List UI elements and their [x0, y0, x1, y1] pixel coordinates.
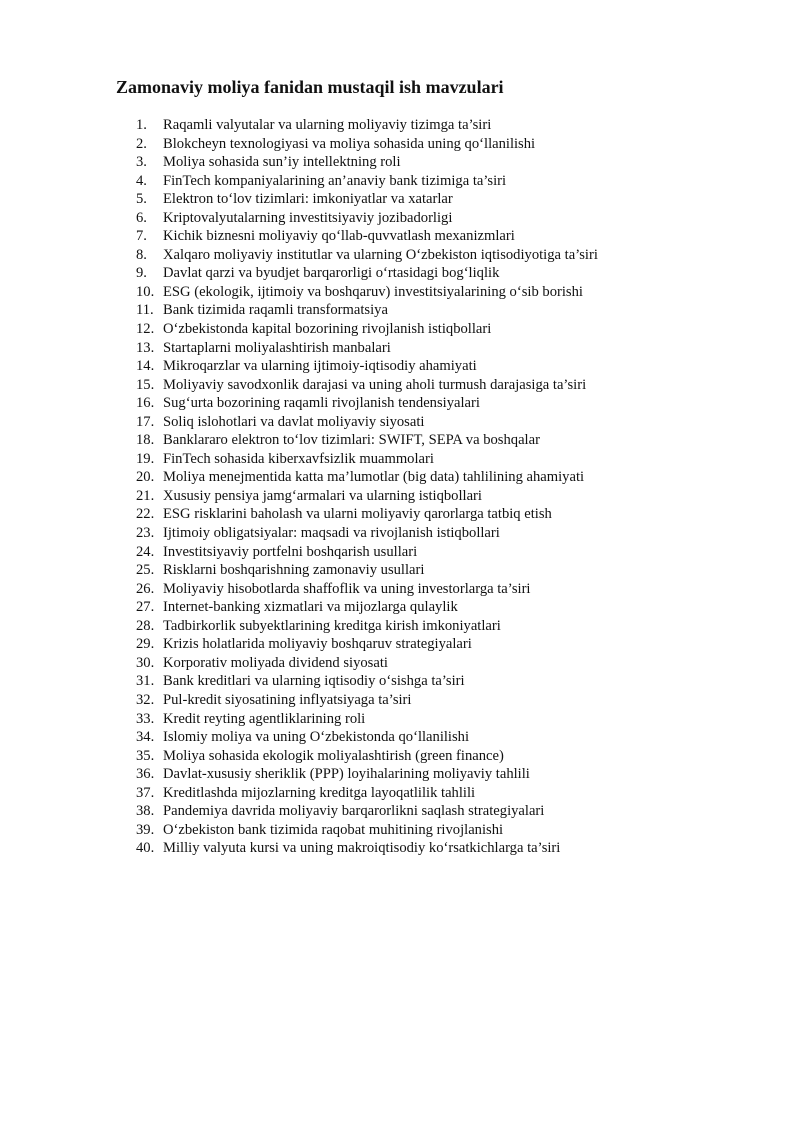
list-item-text: Soliq islohotlari va davlat moliyaviy siyosati — [163, 413, 425, 430]
list-item-number: 40. — [136, 840, 155, 857]
list-item-text: Moliya sohasida sun’iy intellektning roli — [163, 154, 401, 171]
list-item — [136, 357, 776, 376]
list-item — [136, 765, 776, 784]
list-item-number: 37. — [136, 784, 155, 801]
list-item — [136, 135, 776, 154]
list-item-number: 38. — [136, 803, 155, 820]
list-item-number: 17. — [136, 413, 155, 430]
list-item-text: Internet-banking xizmatlari va mijozlarga qulaylik — [163, 599, 458, 616]
list-item-text: Bank tizimida raqamli transformatsiya — [163, 302, 388, 319]
list-item-text: Pandemiya davrida moliyaviy barqarorlikni saqlash strategiyalari — [163, 803, 545, 820]
list-item-number: 13. — [136, 339, 155, 356]
list-item-number: 3. — [136, 154, 147, 171]
list-item-text: Xususiy pensiya jamg‘armalari va ularning istiqbollari — [163, 487, 482, 504]
list-item-number: 18. — [136, 432, 155, 449]
list-item — [136, 283, 776, 302]
list-item-text: Kredit reyting agentliklarining roli — [163, 710, 366, 727]
list-item-number: 31. — [136, 673, 155, 690]
list-item-number: 25. — [136, 562, 155, 579]
list-item — [136, 431, 776, 450]
list-item-text: Milliy valyuta kursi va uning makroiqtisodiy ko‘rsatkichlarga ta’siri — [163, 840, 561, 857]
list-item-text: ESG risklarini baholash va ularni moliyaviy qarorlarga tatbiq etish — [163, 506, 552, 523]
list-item-text: Banklararo elektron to‘lov tizimlari: SWIFT, SEPA va boshqalar — [163, 432, 540, 449]
list-item-text: Kichik biznesni moliyaviy qo‘llab-quvvatlash mexanizmlari — [163, 228, 515, 245]
list-item-text: Moliyaviy savodxonlik darajasi va uning aholi turmush darajasiga ta’siri — [163, 376, 587, 393]
list-item-text: Startaplarni moliyalashtirish manbalari — [163, 339, 391, 356]
list-item — [136, 394, 776, 413]
list-item-number: 8. — [136, 246, 147, 263]
list-item — [136, 339, 776, 358]
list-item-text: Islomiy moliya va uning O‘zbekistonda qo‘llanilishi — [163, 729, 470, 746]
list-item-number: 7. — [136, 228, 147, 245]
list-item-text: Bank kreditlari va ularning iqtisodiy o‘sishga ta’siri — [163, 673, 465, 690]
list-item — [136, 543, 776, 562]
list-item-number: 39. — [136, 821, 155, 838]
list-item — [136, 524, 776, 543]
list-item — [136, 580, 776, 599]
list-item — [136, 710, 776, 729]
list-item — [136, 413, 776, 432]
list-item-text: Moliya sohasida ekologik moliyalashtirish (green finance) — [163, 747, 504, 764]
list-item — [136, 301, 776, 320]
list-item — [136, 153, 776, 172]
list-item-text: ESG (ekologik, ijtimoiy va boshqaruv) investitsiyalarining o‘sib borishi — [163, 283, 583, 300]
list-item-number: 2. — [136, 135, 147, 152]
list-item-text: Davlat-xususiy sheriklik (PPP) loyihalarining moliyaviy tahlili — [163, 766, 530, 783]
list-item — [136, 747, 776, 766]
list-item-number: 10. — [136, 283, 155, 300]
list-item-text: Kreditlashda mijozlarning kreditga layoqatlilik tahlili — [163, 784, 476, 801]
list-item-text: Krizis holatlarida moliyaviy boshqaruv strategiyalari — [163, 636, 472, 653]
list-item-number: 29. — [136, 636, 155, 653]
list-item-text: Investitsiyaviy portfelni boshqarish usullari — [163, 543, 418, 560]
list-item-number: 26. — [136, 580, 155, 597]
list-item-text: Korporativ moliyada dividend siyosati — [163, 654, 388, 671]
list-item-text: Tadbirkorlik subyektlarining kreditga kirish imkoniyatlari — [163, 617, 501, 634]
list-item — [136, 246, 776, 265]
list-item-text: Pul-kredit siyosatining inflyatsiyaga ta’siri — [163, 691, 412, 708]
list-item-text: Raqamli valyutalar va ularning moliyaviy tizimga ta’siri — [163, 117, 492, 133]
list-item-number: 28. — [136, 617, 155, 634]
list-item-number: 24. — [136, 543, 155, 560]
list-item — [136, 691, 776, 710]
list-item-number: 33. — [136, 710, 155, 727]
list-item — [136, 598, 776, 617]
list-item-text: Xalqaro moliyaviy institutlar va ularning O‘zbekiston iqtisodiyotiga ta’siri — [163, 246, 598, 263]
list-item-number: 19. — [136, 450, 155, 467]
list-item-number: 12. — [136, 321, 155, 338]
list-item-number: 36. — [136, 766, 155, 783]
list-item-text: O‘zbekistonda kapital bozorining rivojlanish istiqbollari — [163, 321, 492, 338]
list-item-text: Risklarni boshqarishning zamonaviy usullari — [163, 562, 425, 579]
list-item — [136, 654, 776, 673]
list-item — [136, 172, 776, 191]
list-item — [136, 728, 776, 747]
list-item — [136, 209, 776, 228]
list-item-number: 11. — [136, 302, 154, 319]
list-item-number: 35. — [136, 747, 155, 764]
list-item-number: 27. — [136, 599, 155, 616]
list-item-number: 22. — [136, 506, 155, 523]
list-item — [136, 468, 776, 487]
list-item-text: Elektron to‘lov tizimlari: imkoniyatlar va xatarlar — [163, 191, 453, 208]
list-item-number: 21. — [136, 487, 155, 504]
list-item-number: 9. — [136, 265, 147, 282]
list-item-text: Davlat qarzi va byudjet barqarorligi o‘rtasidagi bog‘liqlik — [163, 265, 500, 282]
list-item-text: Sug‘urta bozorining raqamli rivojlanish tendensiyalari — [163, 395, 480, 412]
list-item — [136, 561, 776, 580]
list-item — [136, 487, 776, 506]
list-item-text: Kriptovalyutalarning investitsiyaviy jozibadorligi — [163, 209, 453, 226]
list-item-text: Blokcheyn texnologiyasi va moliya sohasida uning qo‘llanilishi — [163, 135, 536, 152]
document-title: Zamonaviy moliya fanidan mustaqil ish mavzulari — [116, 77, 504, 97]
list-item — [136, 505, 776, 524]
list-item-number: 32. — [136, 691, 155, 708]
list-item-number: 4. — [136, 172, 147, 189]
list-item — [136, 264, 776, 283]
list-item — [136, 821, 776, 840]
list-item-number: 6. — [136, 209, 147, 226]
list-item — [136, 802, 776, 821]
list-item-number: 23. — [136, 525, 155, 542]
list-item — [136, 320, 776, 339]
list-item — [136, 227, 776, 246]
list-item-number: 15. — [136, 376, 155, 393]
list-item-text: O‘zbekiston bank tizimida raqobat muhitining rivojlanishi — [163, 821, 504, 838]
list-item-number: 5. — [136, 191, 147, 208]
list-item — [136, 450, 776, 469]
list-item — [136, 116, 776, 135]
list-item-number: 34. — [136, 729, 155, 746]
list-item-text: Moliyaviy hisobotlarda shaffoflik va uning investorlarga ta’siri — [163, 580, 531, 597]
topic-list — [136, 116, 776, 858]
list-item — [136, 376, 776, 395]
list-item — [136, 839, 776, 858]
list-item-number: 16. — [136, 395, 155, 412]
list-item — [136, 635, 776, 654]
list-item-text: FinTech sohasida kiberxavfsizlik muammolari — [163, 450, 434, 467]
list-item — [136, 672, 776, 691]
list-item-text: Mikroqarzlar va ularning ijtimoiy-iqtisodiy ahamiyati — [163, 358, 477, 375]
list-item-number: 20. — [136, 469, 155, 486]
list-item — [136, 784, 776, 803]
list-item-number: 30. — [136, 654, 155, 671]
list-item — [136, 190, 776, 209]
list-item-text: Ijtimoiy obligatsiyalar: maqsadi va rivojlanish istiqbollari — [163, 525, 500, 542]
list-item-text: FinTech kompaniyalarining an’anaviy bank tizimiga ta’siri — [163, 172, 507, 189]
list-item — [136, 617, 776, 636]
list-item-number: 1. — [136, 117, 147, 133]
list-item-number: 14. — [136, 358, 155, 375]
list-item-text: Moliya menejmentida katta ma’lumotlar (big data) tahlilining ahamiyati — [163, 469, 585, 486]
